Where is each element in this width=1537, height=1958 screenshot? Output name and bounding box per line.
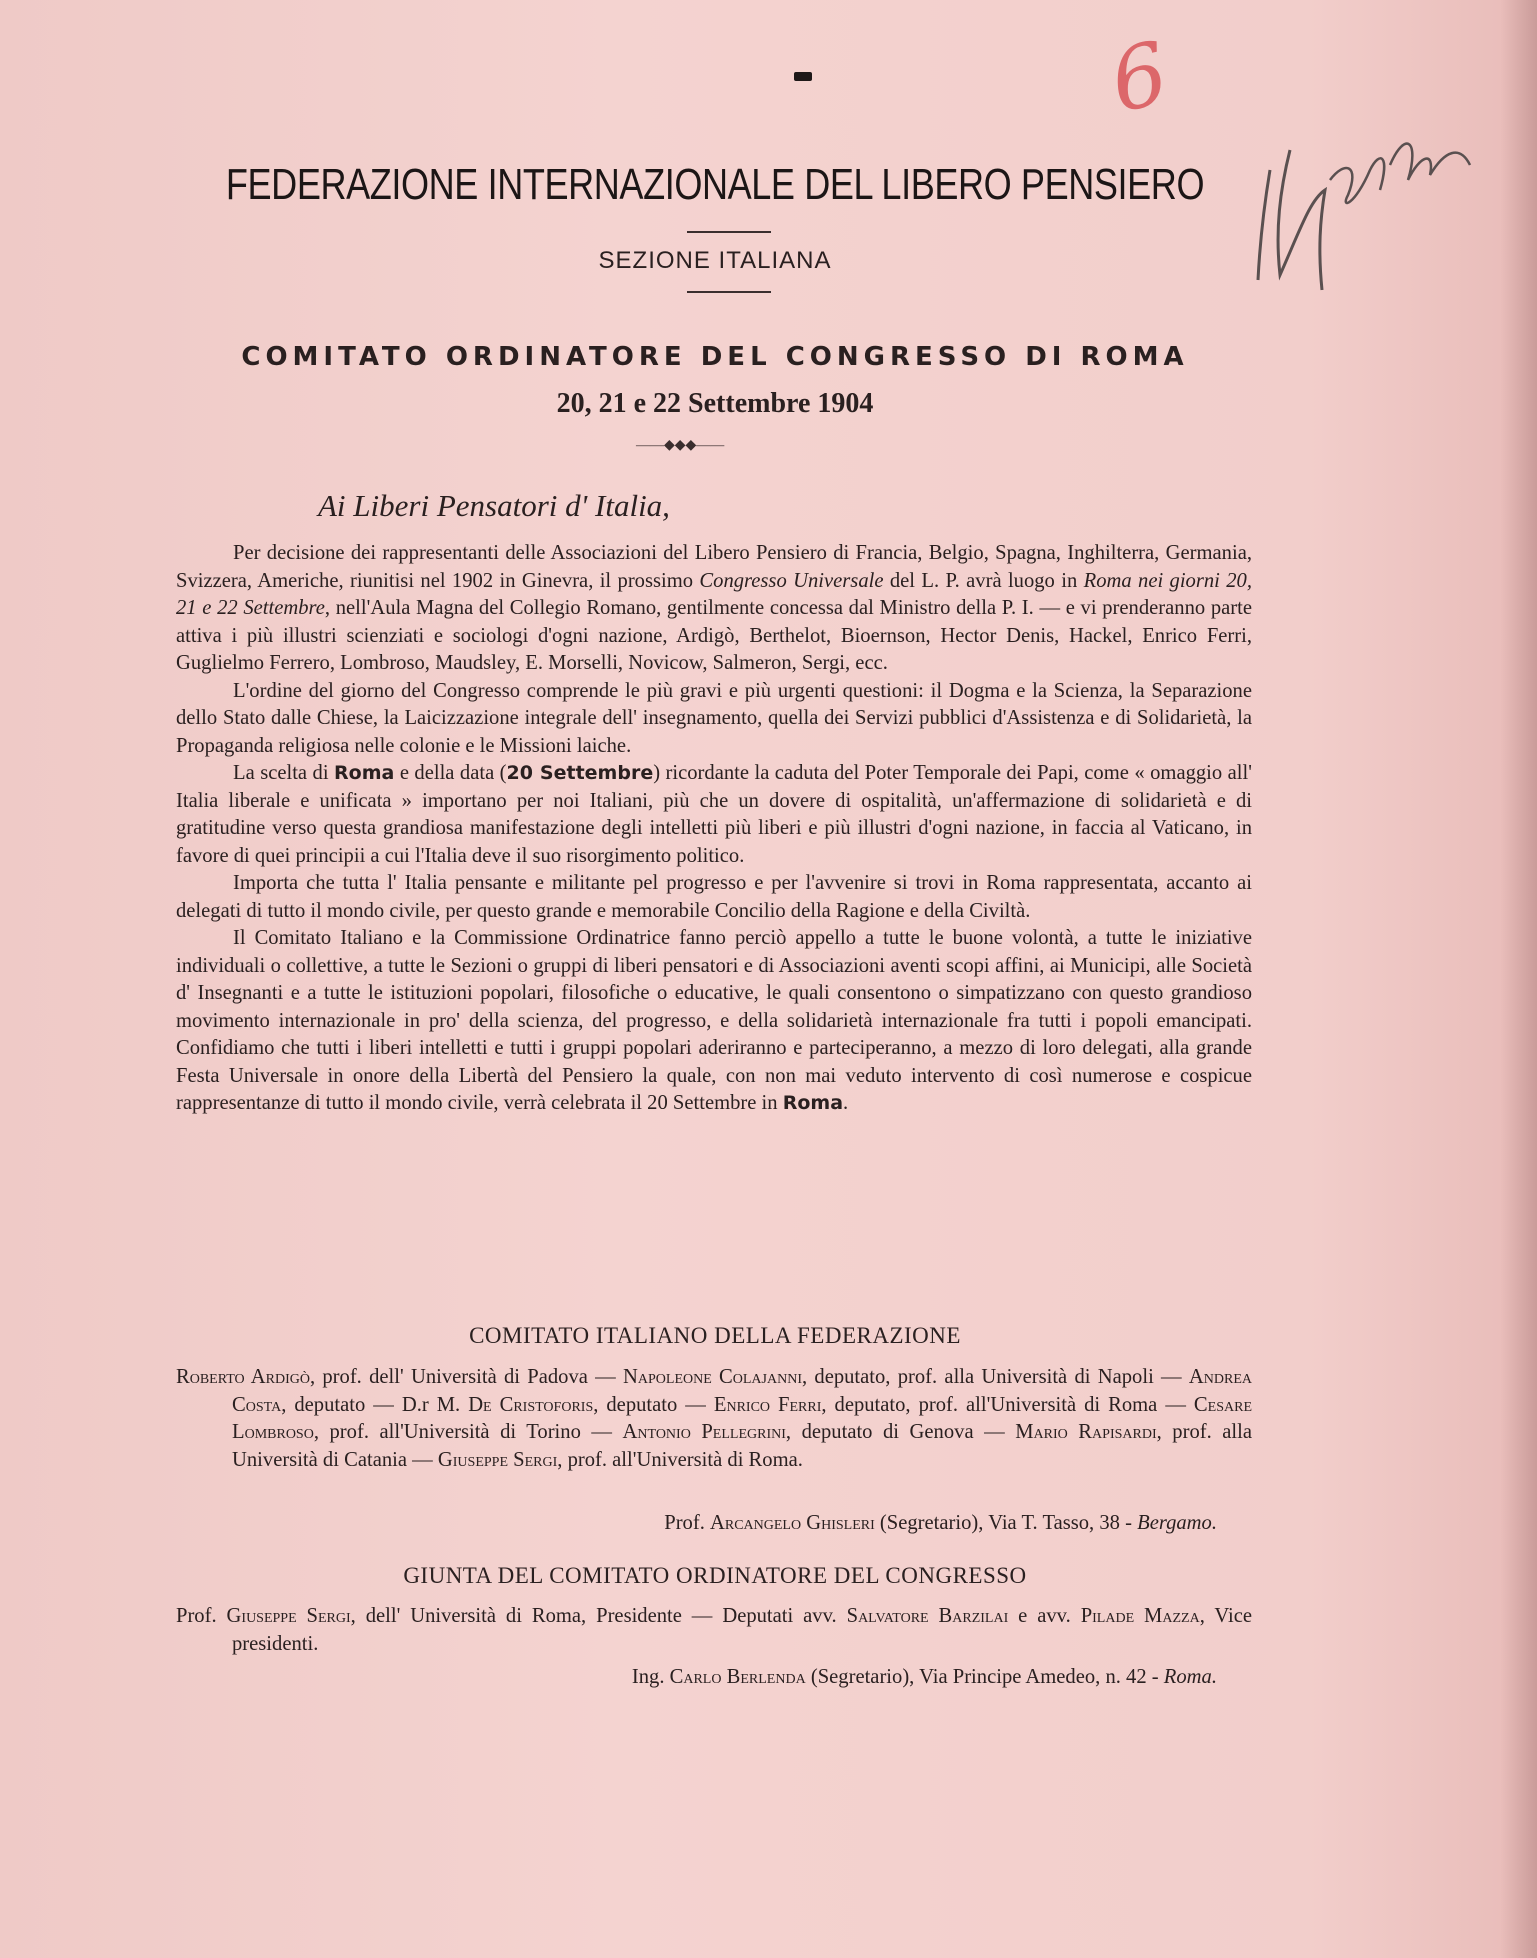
paragraph-5: Il Comitato Italiano e la Commissione Ordinatrice fanno perciò appello a tutte le buone volontà, a tutte le iniziative individuali o collettive, a tutte le Sezioni o gruppi di liberi pensatori e di Associazioni aventi scopi affini, ai Municipi, alle Società d' Insegnanti e a tutte le istituzioni popolari, filosofiche o educative, le quali consentono o simpatizzano con questo grandioso movimento internazionale in pro' della scienza, del progresso, e della solidarietà internazionale fra tutti i popoli emancipati. Confidiamo che tutti i liberi intelletti e tutti i gruppi popolari aderiranno e parteciperanno, a mezzo di loro delegati, alla grande Festa Universale in onore della Libertà del Pensiero la quale, con non mai veduto intervento di così numerose e cospicue rappresentanze di tutto il mondo civile, verrà celebrata il 20 Settembre in Roma. [176,927,1252,1114]
ink-mark [794,72,812,81]
handwritten-signature [1230,110,1510,310]
ornament-divider: ——◆◆◆—— [636,438,725,453]
federation-title: FEDERAZIONE INTERNAZIONALE DEL LIBERO PENSIERO [225,160,1205,209]
salutation: Ai Liberi Pensatori d' Italia, [318,488,670,523]
congress-dates: 20, 21 e 22 Settembre 1904 [556,388,874,419]
paragraph-1: Per decisione dei rappresentanti delle Associazioni del Libero Pensiero di Francia, Belgio, Spagna, Inghilterra, Germania, Svizzera, Americhe, riunitisi nel 1902 in Ginevra, il prossimo Congresso Universale del L. P. avrà luogo in Roma nei giorni 20, 21 e 22 Settembre, nell'Aula Magna del Collegio Romano, gentilmente concessa dal Ministro della P. I. — e vi prenderanno parte attiva i più illustri scienziati e sociologi d'ogni nazione, Ardigò, Berthelot, Bioernson, Hector Denis, Hackel, Enrico Ferri, Guglielmo Ferrero, Lombroso, Maudsley, E. Morselli, Novicow, Salmeron, Sergi, ecc. [176,542,1252,674]
header-rule-top [687,231,771,233]
italian-committee-secretary: Prof. Arcangelo Ghisleri (Segretario), Via T. Tasso, 38 - Bergamo. [664,1512,1217,1534]
italian-committee-members: Roberto Ardigò, prof. dell' Università di Padova — Napoleone Colajanni, deputato, prof. alla Università di Napoli — Andrea Costa, deputato — D.r M. De Cristoforis, deputato — Enrico Ferri, deputato, prof. all'Università di Roma — Cesare Lombroso, prof. all'Università di Torino — Antonio Pellegrini, deputato di Genova — Mario Rapisardi, prof. alla Università di Catania — Giuseppe Sergi, prof. all'Università di Roma. [176,1366,1253,1471]
organizing-board-secretary: Ing. Carlo Berlenda (Segretario), Via Principe Amedeo, n. 42 - Roma. [631,1666,1217,1688]
organizing-board-heading: GIUNTA DEL COMITATO ORDINATORE DEL CONGRESSO [403,1563,1027,1588]
header-rule-bottom [687,291,771,293]
paragraph-2: L'ordine del giorno del Congresso comprende le più gravi e più urgenti questioni: il Dogma e la Scienza, la Separazione dello Stato dalle Chiese, la Laicizzazione integrale dell' insegnamento, quella dei Servizi pubblici d'Assistenza e di Solidarietà, la Propaganda religiosa nelle colonie e le Missioni laiche. [176,679,1252,757]
paragraph-3: La scelta di Roma e della data (20 Settembre) ricordante la caduta del Poter Temporale dei Papi, come « omaggio all' Italia liberale e unificata » importano per noi Italiani, più che un dovere di ospitalità, un'affermazione di solidarietà e di gratitudine verso questa grandiosa manifestazione degli intelletti più liberi e più illustri d'ogni nazione, in faccia al Vaticano, in favore di quei principii a cui l'Italia deve il suo risorgimento politico. [176,762,1252,867]
letter-body [176,540,1252,1118]
committee-title: COMITATO ORDINATORE DEL CONGRESSO DI ROMA [241,342,1189,372]
section-label: SEZIONE ITALIANA [598,247,832,274]
organizing-board-members: Prof. Giuseppe Sergi, dell' Università di Roma, Presidente — Deputati avv. Salvatore Barzilai e avv. Pilade Mazza, Vice presidenti. [176,1605,1253,1655]
handwritten-page-number: 6 [1102,23,1177,133]
paragraph-4: Importa che tutta l' Italia pensante e militante pel progresso e per l'avvenire si trovi in Roma rappresentata, accanto ai delegati di tutto il mondo civile, per questo grande e memorabile Concilio della Ragione e della Civiltà. [176,872,1252,922]
italian-committee-heading: COMITATO ITALIANO DELLA FEDERAZIONE [469,1323,961,1348]
